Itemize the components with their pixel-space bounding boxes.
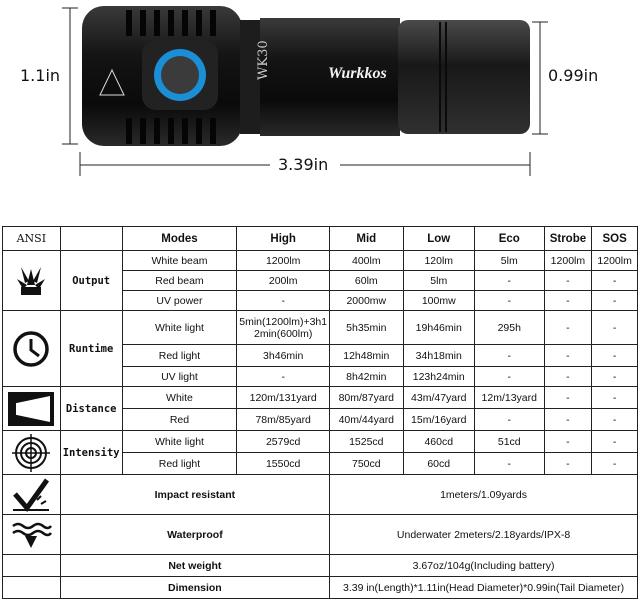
table-row [3, 431, 638, 453]
mid-cell: 5h35min [330, 311, 403, 345]
table-row [3, 515, 638, 555]
mode-cell: Red light [122, 453, 237, 475]
blank-cell [3, 555, 61, 577]
header-eco: Eco [474, 227, 544, 251]
sos-cell: - [592, 431, 638, 453]
model-engraving: WK30 [256, 40, 271, 80]
header-low: Low [403, 227, 474, 251]
spec-table [2, 226, 638, 599]
power-button-icon [161, 56, 199, 94]
mid-cell: 60lm [330, 271, 403, 291]
strobe-cell: - [544, 291, 592, 311]
group-output: Output [60, 251, 122, 311]
strobe-cell: - [544, 271, 592, 291]
header-blank [60, 227, 122, 251]
eco-cell: - [474, 291, 544, 311]
dimension-value: 3.39 in(Length)*1.11in(Head Diameter)*0.99in(Tail Diameter) [330, 577, 638, 599]
header-strobe: Strobe [544, 227, 592, 251]
mid-cell: 750cd [330, 453, 403, 475]
high-line-1: 5min(1200lm)+3h1 [239, 315, 328, 328]
eco-cell: - [474, 367, 544, 387]
mode-cell: White light [122, 431, 237, 453]
target-icon [3, 431, 61, 475]
high-cell: 78m/85yard [237, 409, 330, 431]
mid-cell: 2000mw [330, 291, 403, 311]
eco-cell: - [474, 271, 544, 291]
high-cell: - [237, 367, 330, 387]
flashlight-illustration [0, 0, 640, 205]
strobe-cell: - [544, 409, 592, 431]
header-sos: SOS [592, 227, 638, 251]
blank-cell [3, 577, 61, 599]
weight-label: Net weight [60, 555, 329, 577]
impact-label: Impact resistant [60, 475, 329, 515]
eco-cell: 12m/13yard [474, 387, 544, 409]
output-icon [3, 251, 61, 311]
eco-cell: 295h [474, 311, 544, 345]
product-figure [0, 0, 640, 205]
impact-value: 1meters/1.09yards [330, 475, 638, 515]
table-row [3, 311, 638, 345]
flashlight-tail [398, 20, 530, 134]
header-mid: Mid [330, 227, 403, 251]
group-intensity: Intensity [60, 431, 122, 475]
strobe-cell: - [544, 367, 592, 387]
high-cell [237, 311, 330, 345]
eco-cell: 51cd [474, 431, 544, 453]
strobe-cell: - [544, 387, 592, 409]
mode-cell: UV light [122, 367, 237, 387]
header-modes: Modes [122, 227, 237, 251]
low-cell: 460cd [403, 431, 474, 453]
mode-cell: Red [122, 409, 237, 431]
table-header-row [3, 227, 638, 251]
mode-cell: Red beam [122, 271, 237, 291]
low-cell: 43m/47yard [403, 387, 474, 409]
eco-cell: - [474, 453, 544, 475]
table-row [3, 251, 638, 271]
high-cell: 1550cd [237, 453, 330, 475]
high-cell: 200lm [237, 271, 330, 291]
mid-cell: 400lm [330, 251, 403, 271]
tail-diameter-label: 0.99in [548, 66, 599, 85]
sos-cell: 1200lm [592, 251, 638, 271]
low-cell: 5lm [403, 271, 474, 291]
table-row [3, 475, 638, 515]
mid-cell: 12h48min [330, 345, 403, 367]
high-cell: - [237, 291, 330, 311]
length-label: 3.39in [278, 155, 329, 174]
head-diameter-label: 1.1in [20, 66, 61, 85]
low-cell: 60cd [403, 453, 474, 475]
low-cell: 120lm [403, 251, 474, 271]
eco-cell: - [474, 345, 544, 367]
table-row [3, 577, 638, 599]
sos-cell: - [592, 291, 638, 311]
mode-cell: White beam [122, 251, 237, 271]
high-cell: 3h46min [237, 345, 330, 367]
mid-cell: 40m/44yard [330, 409, 403, 431]
strobe-cell: - [544, 453, 592, 475]
sos-cell: - [592, 409, 638, 431]
low-cell: 123h24min [403, 367, 474, 387]
dimension-label: Dimension [60, 577, 329, 599]
high-line-2: 2min(600lm) [254, 327, 313, 340]
sos-cell: - [592, 311, 638, 345]
table-row [3, 387, 638, 409]
mid-cell: 8h42min [330, 367, 403, 387]
low-cell: 19h46min [403, 311, 474, 345]
sos-cell: - [592, 367, 638, 387]
waterproof-label: Waterproof [60, 515, 329, 555]
strobe-cell: - [544, 311, 592, 345]
mode-cell: White light [122, 311, 237, 345]
mode-cell: UV power [122, 291, 237, 311]
eco-cell: - [474, 409, 544, 431]
header-ansi: ANSI [3, 227, 61, 251]
high-cell: 120m/131yard [237, 387, 330, 409]
mid-cell: 80m/87yard [330, 387, 403, 409]
waterproof-value: Underwater 2meters/2.18yards/IPX-8 [330, 515, 638, 555]
high-cell: 2579cd [237, 431, 330, 453]
eco-cell: 5lm [474, 251, 544, 271]
strobe-cell: 1200lm [544, 251, 592, 271]
distance-icon [3, 387, 61, 431]
mode-cell: Red light [122, 345, 237, 367]
waterproof-icon [3, 515, 61, 555]
impact-icon [3, 475, 61, 515]
brand-logo: Wurkkos [328, 65, 387, 82]
sos-cell: - [592, 345, 638, 367]
strobe-cell: - [544, 431, 592, 453]
low-cell: 34h18min [403, 345, 474, 367]
sos-cell: - [592, 271, 638, 291]
sos-cell: - [592, 453, 638, 475]
table-row [3, 555, 638, 577]
group-distance: Distance [60, 387, 122, 431]
sos-cell: - [592, 387, 638, 409]
group-runtime: Runtime [60, 311, 122, 387]
strobe-cell: - [544, 345, 592, 367]
weight-value: 3.67oz/104g(Including battery) [330, 555, 638, 577]
low-cell: 15m/16yard [403, 409, 474, 431]
mid-cell: 1525cd [330, 431, 403, 453]
clock-icon [3, 311, 61, 387]
header-high: High [237, 227, 330, 251]
low-cell: 100mw [403, 291, 474, 311]
high-cell: 1200lm [237, 251, 330, 271]
mode-cell: White [122, 387, 237, 409]
